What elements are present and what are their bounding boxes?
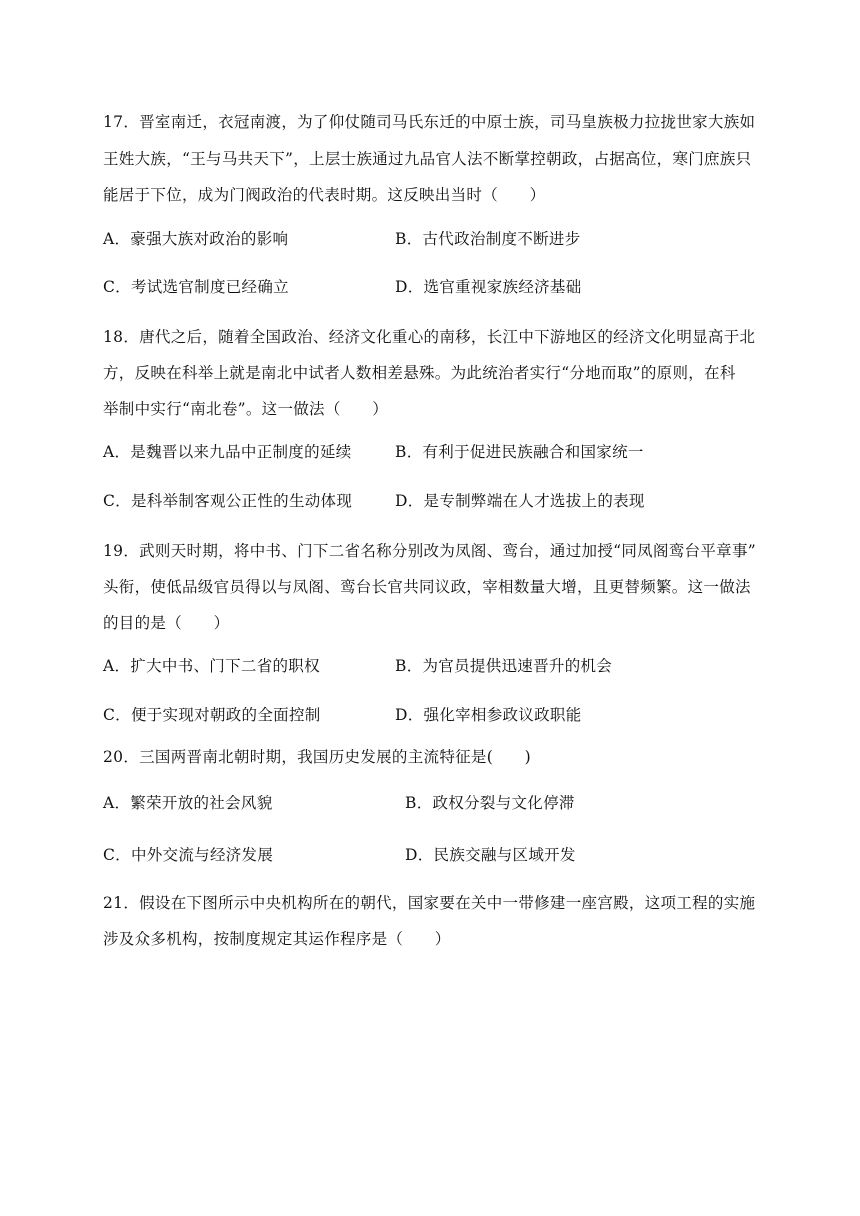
question-17-option-a: A．豪强大族对政治的影响 [103, 230, 289, 248]
question-19-option-a: A．扩大中书、门下二省的职权 [103, 657, 320, 675]
question-20-option-b: B．政权分裂与文化停滞 [405, 794, 575, 812]
question-19-line-1: 19．武则天时期，将中书、门下二省名称分别改为凤阁、鸾台，通过加授“同凤阁鸾台平章事” [103, 542, 756, 560]
question-19-line-2: 头衔，使低品级官员得以与凤阁、鸾台长官共同议政，宰相数量大增，且更替频繁。这一做法 [103, 578, 751, 596]
question-18-line-3: 举制中实行“南北卷”。这一做法（ ） [103, 400, 389, 418]
question-19-option-d: D．强化宰相参政议政职能 [395, 706, 582, 724]
question-19-option-c: C．便于实现对朝政的全面控制 [103, 706, 321, 724]
question-20-line-1: 20．三国两晋南北朝时期，我国历史发展的主流特征是( ) [103, 748, 532, 766]
question-18-option-b: B．有利于促进民族融合和国家统一 [395, 443, 644, 461]
question-20-option-d: D．民族交融与区域开发 [405, 846, 576, 864]
question-17-line-1: 17．晋室南迁，衣冠南渡，为了仰仗随司马氏东迁的中原士族，司马皇族极力拉拢世家大族如 [103, 113, 756, 131]
question-19-line-3: 的目的是（ ） [103, 614, 230, 632]
question-17-option-c: C．考试选官制度已经确立 [103, 278, 289, 296]
question-18-option-d: D．是专制弊端在人才选拔上的表现 [395, 492, 645, 510]
question-18-option-a: A．是魏晋以来九品中正制度的延续 [103, 443, 352, 461]
question-18-option-c: C．是科举制客观公正性的生动体现 [103, 492, 353, 510]
question-17-line-2: 王姓大族，“王与马共天下”，上层士族通过九品官人法不断掌控朝政，占据高位，寒门庶族只 [103, 150, 752, 168]
question-18-line-2: 方，反映在科举上就是南北中试者人数相差悬殊。为此统治者实行“分地而取”的原则，在科 [103, 364, 736, 382]
question-19-option-b: B．为官员提供迅速晋升的机会 [395, 657, 613, 675]
question-17-line-3: 能居于下位，成为门阀政治的代表时期。这反映出当时（ ） [103, 186, 546, 204]
question-17-option-b: B．古代政治制度不断进步 [395, 230, 581, 248]
question-20-option-a: A．繁荣开放的社会风貌 [103, 794, 273, 812]
question-21-line-1: 21．假设在下图所示中央机构所在的朝代，国家要在关中一带修建一座宫殿，这项工程的实施 [103, 894, 756, 912]
question-17-option-d: D．选官重视家族经济基础 [395, 278, 582, 296]
question-20-option-c: C．中外交流与经济发展 [103, 846, 274, 864]
question-18-line-1: 18．唐代之后，随着全国政治、经济文化重心的南移，长江中下游地区的经济文化明显高于北 [103, 328, 756, 346]
question-21-line-2: 涉及众多机构，按制度规定其运作程序是（ ） [103, 930, 451, 948]
